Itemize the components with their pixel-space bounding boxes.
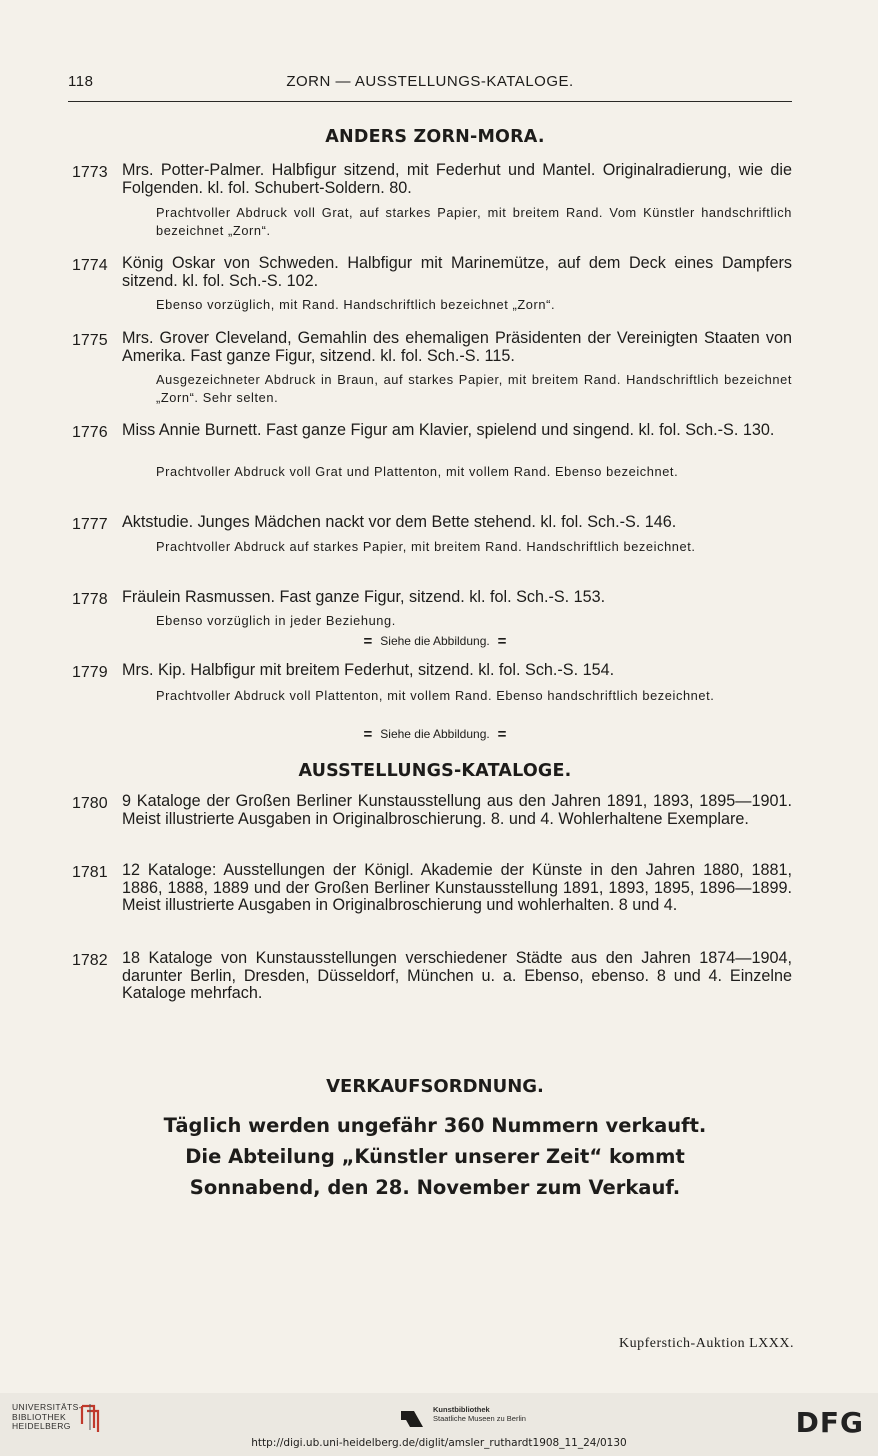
verkauf-line-2: Die Abteilung „Künstler unserer Zeit“ kommt <box>185 1145 685 1168</box>
entry-text: Aktstudie. Junges Mädchen nackt vor dem Bette stehend. kl. fol. Sch.-S. 146. <box>122 513 677 531</box>
source-url[interactable]: http://digi.ub.uni-heidelberg.de/diglit/amsler_ruthardt1908_11_24/0130 <box>251 1437 627 1449</box>
entry-text: Mrs. Grover Cleveland, Gemahlin des ehemaligen Präsidenten der Vereinigten Staaten von Amerika. Fast ganze Figur, sitzend. kl. fol. Sch.-S. 115. <box>122 329 792 365</box>
ub-heidelberg-logo-icon <box>78 1402 102 1432</box>
double-dash-right: = <box>497 632 507 650</box>
entry-number: 1781 <box>72 864 108 881</box>
entry-number: 1780 <box>72 795 108 812</box>
entry-note: Prachtvoller Abdruck voll Plattenton, mit vollem Rand. Ebenso handschriftlich bezeichnet. <box>156 688 715 703</box>
entry-text: Mrs. Kip. Halbfigur mit breitem Federhut, sitzend. kl. fol. Sch.-S. 154. <box>122 661 615 679</box>
entry-text: Miss Annie Burnett. Fast ganze Figur am Klavier, spielend und singend. kl. fol. Sch.-S. 130. <box>122 421 775 439</box>
signature-line: Kupferstich-Auktion LXXX. <box>618 1336 794 1351</box>
entry-text: Mrs. Potter-Palmer. Halbfigur sitzend, mit Federhut und Mantel. Originalradierung, wie die Folgenden. kl. fol. Schubert-Soldern. 80. <box>122 161 792 197</box>
entry-number: 1776 <box>72 424 108 441</box>
entry-note: Ebenso vorzüglich in jeder Beziehung. <box>156 613 396 628</box>
verkauf-heading: VERKAUFSORDNUNG. <box>326 1076 544 1097</box>
entry-number: 1782 <box>72 952 108 969</box>
entry-note: Ausgezeichneter Abdruck in Braun, auf starkes Papier, mit breitem Rand. Handschriftlich bezeichnet „Zorn“. Sehr selten. <box>156 372 792 405</box>
kunstbibliothek-icon <box>400 1405 424 1429</box>
entry-number: 1779 <box>72 664 108 681</box>
entry-number: 1777 <box>72 516 108 533</box>
double-dash-left: = <box>363 632 373 650</box>
entry-number: 1774 <box>72 257 108 274</box>
entry-text: König Oskar von Schweden. Halbfigur mit Marinemütze, auf dem Deck eines Dampfers sitzend. kl. fol. Sch.-S. 102. <box>122 254 792 290</box>
verkauf-line-1: Täglich werden ungefähr 360 Nummern verkauft. <box>163 1114 707 1137</box>
ub-heidelberg-label: UNIVERSITÄTS- BIBLIOTHEK HEIDELBERG <box>12 1402 82 1431</box>
entry-text: 12 Kataloge: Ausstellungen der Königl. Akademie der Künste in den Jahren 1880, 1881, 1886, 1888, 1889 und der Großen Berliner Kunstausstellung 1891, 1893, 1895, 1896—1899. Meist illustrierte Ausgaben in Originalbroschierung und wohlerhalten. 8 und 4. <box>122 861 792 914</box>
verkauf-line-3: Sonnabend, den 28. November zum Verkauf. <box>189 1176 681 1199</box>
page-number: 118 <box>68 73 94 90</box>
header-rule <box>68 101 792 102</box>
figure-reference: = Siehe die Abbildung. = <box>60 727 810 741</box>
entry-note: Prachtvoller Abdruck voll Grat, auf starkes Papier, mit breitem Rand. Vom Künstler handschriftlich bezeichnet „Zorn“. <box>156 205 792 238</box>
entry-note: Prachtvoller Abdruck auf starkes Papier, mit breitem Rand. Handschriftlich bezeichnet. <box>156 539 696 554</box>
dfg-logo: DFG <box>795 1406 864 1439</box>
entry-number: 1778 <box>72 591 108 608</box>
entry-text: 9 Kataloge der Großen Berliner Kunstausstellung aus den Jahren 1891, 1893, 1895—1901. Meist illustrierte Ausgaben in Originalbroschierung. 8. und 4. Wohlerhaltene Exemplare. <box>122 792 792 828</box>
entry-number: 1773 <box>72 164 108 181</box>
section-heading-kataloge: AUSSTELLUNGS-KATALOGE. <box>298 761 572 781</box>
entry-number: 1775 <box>72 332 108 349</box>
double-dash-right: = <box>497 725 507 743</box>
entry-note: Ebenso vorzüglich, mit Rand. Handschriftlich bezeichnet „Zorn“. <box>156 297 556 312</box>
running-header <box>68 73 792 97</box>
running-title: ZORN — AUSSTELLUNGS-KATALOGE. <box>286 73 574 90</box>
entry-note: Prachtvoller Abdruck voll Grat und Plattenton, mit vollem Rand. Ebenso bezeichnet. <box>156 464 679 479</box>
entry-text: 18 Kataloge von Kunstausstellungen verschiedener Städte aus den Jahren 1874—1904, darunter Berlin, Dresden, Düsseldorf, München u. a. Ebenso, ebenso. 8 und 4. Einzelne Kataloge mehrfach. <box>122 949 792 1002</box>
viewer-footer <box>0 1393 878 1456</box>
double-dash-left: = <box>363 725 373 743</box>
entry-text: Fräulein Rasmussen. Fast ganze Figur, sitzend. kl. fol. Sch.-S. 153. <box>122 588 606 606</box>
figure-reference: = Siehe die Abbildung. = <box>60 634 810 648</box>
section-heading-zorn: ANDERS ZORN-MORA. <box>325 127 545 147</box>
kunstbibliothek-logo: Kunstbibliothek Staatliche Museen zu Berlin <box>400 1405 540 1431</box>
